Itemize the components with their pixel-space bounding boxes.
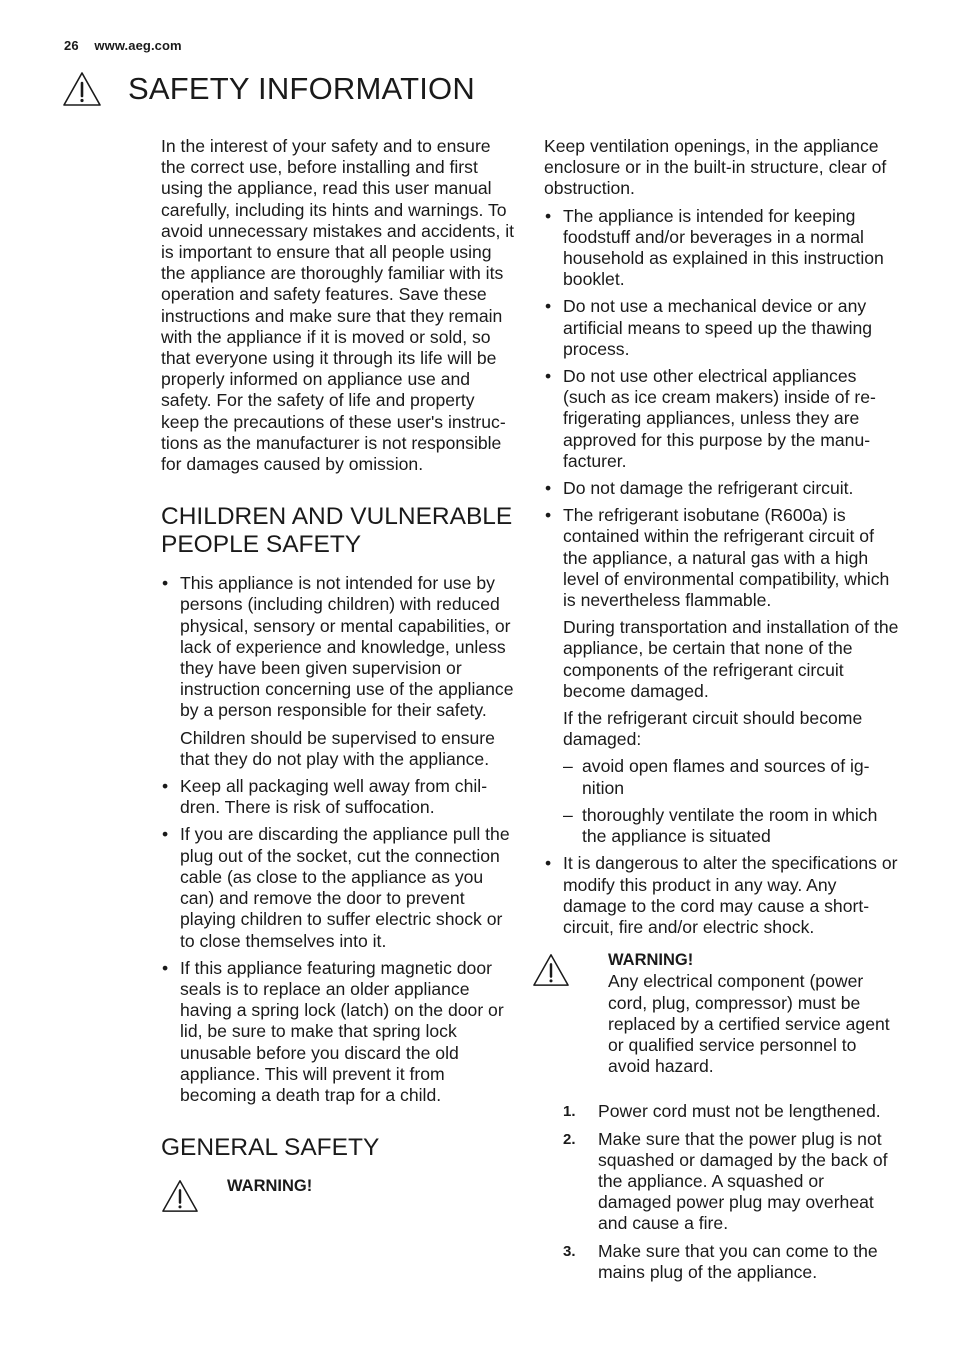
- numbered-item: [563, 1101, 900, 1122]
- general-safety-heading: GENERAL SAFETY: [161, 1134, 380, 1162]
- list-item-text: • Keep all packaging well away from children. There is risk of suffocation.: [180, 776, 488, 818]
- list-item: [544, 853, 900, 938]
- warning-label: WARNING!: [227, 1177, 313, 1196]
- dash-item: – thoroughly ventilate the room in which the appliance is situated: [563, 805, 900, 847]
- general-safety-warning: [161, 1176, 516, 1214]
- dash-item: – avoid open flames and sources of ignition: [563, 756, 900, 798]
- list-item: [161, 573, 516, 770]
- list-item-text: • The appliance is intended for keeping foodstuff and/or beverages in a normal household as explained in this instruction booklet.: [563, 205, 884, 290]
- list-item-text: • The refrigerant isobutane (R600a) is contained within the refrigerant circuit of the appliance, a natural gas with a high level of environmental compatibility, which is nevertheless flammable.: [563, 505, 890, 611]
- list-item: [161, 824, 516, 951]
- warning-triangle-icon: [161, 1178, 199, 1214]
- list-item: [161, 958, 516, 1106]
- list-item-text: • If this appliance featuring magnetic door seals is to replace an older appliance having a spring lock (latch) on the door or lid, be sure to make that spring lock unusable before you discard the old appliance. This will prevent it from becoming a death trap for a child.: [180, 957, 504, 1105]
- item-text: Make sure that the power plug is not squashed or damaged by the back of the appliance. A squashed or damaged power plug may overheat and cause a fire.: [598, 1128, 888, 1234]
- page-header: [64, 38, 182, 53]
- website-url: www.aeg.com: [94, 38, 182, 53]
- warning-triangle-icon: [532, 952, 570, 988]
- list-item-subtext: If the refrigerant circuit should become damaged:: [563, 708, 863, 750]
- warning-label: WARNING!: [608, 951, 694, 970]
- general-safety-list: [544, 206, 900, 939]
- left-column: [161, 136, 516, 1214]
- children-safety-heading: CHILDREN AND VULNERABLE PEOPLE SAFETY: [161, 503, 513, 559]
- item-text: Power cord must not be lengthened.: [598, 1101, 881, 1122]
- electrical-warning: [532, 950, 900, 1077]
- list-item-text: • Do not use other electrical appliances (such as ice cream makers) inside of refrigerating appliances, unless they are approved for this purpose by the manufacturer.: [563, 366, 876, 471]
- page-number: 26: [64, 38, 79, 53]
- list-item-subtext: Children should be supervised to ensure that they do not play with the appliance.: [180, 727, 495, 769]
- title-row: [62, 70, 475, 108]
- list-item: [544, 366, 900, 472]
- list-item: [161, 776, 516, 818]
- item-text: Make sure that you can come to the mains plug of the appliance.: [598, 1240, 878, 1282]
- warning-triangle-icon: [62, 70, 102, 108]
- list-item-subtext: During transportation and installation of the appliance, be certain that none of the components of the refrigerant circuit become damaged.: [563, 617, 899, 701]
- numbered-list: [544, 1101, 900, 1283]
- list-item-text: • Do not use a mechanical device or any artificial means to speed up the thawing process.: [563, 296, 873, 359]
- list-item: [544, 206, 900, 291]
- ventilation-paragraph: Keep ventilation openings, in the appliance enclosure or in the built-in structure, clear of obstruction.: [544, 136, 887, 199]
- right-column: [544, 136, 900, 1289]
- item-number: 3.: [563, 1242, 576, 1260]
- page-title: SAFETY INFORMATION: [128, 71, 475, 106]
- list-item: [544, 296, 900, 360]
- intro-paragraph: In the interest of your safety and to ensure the correct use, before installing and first using the appliance, read this user manual carefully, including its hints and warnings. To avoid unnecessary mistakes and accidents, it is important to ensure that all people using the appliance are thoroughly familiar with its operation and safety features. Save these instructions and make sure that they remain with the appliance if it is moved or sold, so that everyone using it through its life will be properly informed on appliance use and safety. For the safety of life and property keep the precautions of these user's instructions as the manufacturer is not responsible for damages caused by omission.: [161, 136, 515, 475]
- children-safety-list: [161, 573, 516, 1106]
- list-item-text: • It is dangerous to alter the specifications or modify this product in any way. Any damage to the cord may cause a short-circuit, fire and/or electric shock.: [563, 853, 898, 937]
- numbered-item: [563, 1129, 900, 1235]
- dash-list: [563, 756, 900, 847]
- list-item: [544, 505, 900, 847]
- list-item: [544, 478, 900, 499]
- warning-text: Any electrical component (power cord, plug, compressor) must be replaced by a certified service agent or qualified service personnel to avoid hazard.: [608, 971, 890, 1077]
- list-item-text: • If you are discarding the appliance pull the plug out of the socket, cut the connection cable (as close to the appliance as you can) and remove the door to prevent playing children to suffer electric shock or to close themselves into it.: [180, 824, 510, 951]
- list-item-text: • This appliance is not intended for use by persons (including children) with reduced physical, sensory or mental capabilities, or lack of experience and knowledge, unless they have been given supervision or instruction concerning use of the appliance by a person responsible for their safety.: [180, 573, 514, 721]
- list-item-text: • Do not damage the refrigerant circuit.: [563, 478, 854, 499]
- numbered-item: [563, 1241, 900, 1283]
- item-number: 1.: [563, 1103, 576, 1121]
- item-number: 2.: [563, 1130, 576, 1148]
